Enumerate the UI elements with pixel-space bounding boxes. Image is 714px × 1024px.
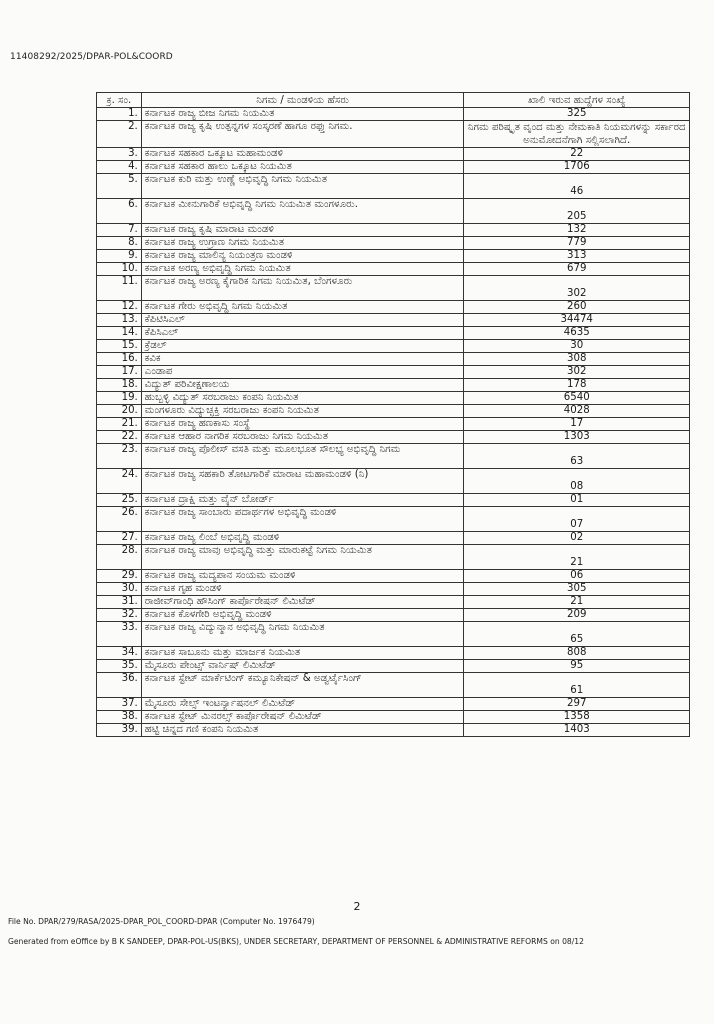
row-organization-name: ಕರ್ನಾಟಕ ರಾಜ್ಯ ಮಾಲಿನ್ಯ ನಿಯಂತ್ರಣ ಮಂಡಳಿ: [141, 250, 464, 263]
row-organization-name: ಕರ್ನಾಟಕ ರಾಜ್ಯ ಪೊಲೀಸ್ ವಸತಿ ಮತ್ತು ಮೂಲಭೂತ ಸೌಲಭ್ಯ ಅಭಿವೃದ್ಧಿ ನಿಗಮ: [141, 444, 464, 469]
row-vacancy-count: 302: [464, 276, 690, 301]
row-sl-no: 14.: [97, 327, 142, 340]
table-row: [97, 237, 690, 250]
row-organization-name: ಕರ್ನಾಟಕ ಗೃಹ ಮಂಡಳಿ: [141, 583, 464, 596]
row-sl-no: 19.: [97, 392, 142, 405]
table-row: [97, 647, 690, 660]
table-row: [97, 379, 690, 392]
row-sl-no: 6.: [97, 199, 142, 224]
row-organization-name: ಕರ್ನಾಟಕ ಸಹಕಾರ ಒಕ್ಕೂಟ ಮಹಾಮಂಡಳಿ: [141, 148, 464, 161]
row-organization-name: ಕರ್ನಾಟಕ ಸ್ಟೇಟ್ ಮಾರ್ಕೆಟಿಂಗ್ ಕಮ್ಯೂನಿಕೇಷನ್ & ಅಡ್ವರ್ಟೈಸಿಂಗ್: [141, 673, 464, 698]
row-organization-name: ಎಂಡಾಪ: [141, 366, 464, 379]
table-row: [97, 532, 690, 545]
row-sl-no: 37.: [97, 698, 142, 711]
row-organization-name: ಕರ್ನಾಟಕ ರಾಜ್ಯ ಸಹಕಾರಿ ತೋಟಗಾರಿಕೆ ಮಾರಾಟ ಮಹಾಮಂಡಳಿ (ನಿ): [141, 469, 464, 494]
row-vacancy-count: 1706: [464, 161, 690, 174]
row-sl-no: 20.: [97, 405, 142, 418]
row-organization-name: ಕರ್ನಾಟಕ ರಾಜ್ಯ ಅರಣ್ಯ ಕೈಗಾರಿಕ ನಿಗಮ ನಿಯಮಿತ, ಬೆಂಗಳೂರು: [141, 276, 464, 301]
table-row: [97, 596, 690, 609]
row-organization-name: ರಾಜೀವ್‌ಗಾಂಧಿ ಹೌಸಿಂಗ್ ಕಾರ್ಪೊರೇಷನ್ ಲಿಮಿಟೆಡ್: [141, 596, 464, 609]
header-name: ನಿಗಮ / ಮಂಡಳಿಯ ಹೆಸರು: [141, 93, 464, 108]
row-sl-no: 3.: [97, 148, 142, 161]
row-vacancy-count: 65: [464, 622, 690, 647]
row-vacancy-count: 209: [464, 609, 690, 622]
row-organization-name: ಹಟ್ಟಿ ಚಿನ್ನದ ಗಣಿ ಕಂಪನಿ ನಿಯಮಿತ: [141, 724, 464, 737]
row-sl-no: 10.: [97, 263, 142, 276]
row-sl-no: 25.: [97, 494, 142, 507]
table-row: [97, 431, 690, 444]
row-organization-name: ಹುಬ್ಬಳ್ಳಿ ವಿದ್ಯುತ್ ಸರಬರಾಜು ಕಂಪನಿ ನಿಯಮಿತ: [141, 392, 464, 405]
row-sl-no: 8.: [97, 237, 142, 250]
table-row: [97, 494, 690, 507]
table-row: [97, 199, 690, 224]
row-sl-no: 4.: [97, 161, 142, 174]
row-organization-name: ಕರ್ನಾಟಕ ರಾಜ್ಯ ಹಣಕಾಸು ಸಂಸ್ಥೆ: [141, 418, 464, 431]
row-sl-no: 23.: [97, 444, 142, 469]
row-vacancy-count: 679: [464, 263, 690, 276]
row-organization-name: ಕ್ರೆಡಲ್: [141, 340, 464, 353]
row-vacancy-count: 21: [464, 596, 690, 609]
table-row: [97, 327, 690, 340]
row-vacancy-count: 63: [464, 444, 690, 469]
row-sl-no: 34.: [97, 647, 142, 660]
row-vacancy-count: 325: [464, 108, 690, 121]
row-organization-name: ಕರ್ನಾಟಕ ಕೊಳಗೇರಿ ಅಭಿವೃದ್ಧಿ ಮಂಡಳಿ: [141, 609, 464, 622]
row-vacancy-count: 313: [464, 250, 690, 263]
table-row: [97, 174, 690, 199]
row-organization-name: ಕರ್ನಾಟಕ ರಾಜ್ಯ ಮಾವು ಅಭಿವೃದ್ಧಿ ಮತ್ತು ಮಾರುಕಟ್ಟೆ ನಿಗಮ ನಿಯಮಿತ: [141, 545, 464, 570]
row-vacancy-count: 305: [464, 583, 690, 596]
table-row: [97, 405, 690, 418]
row-vacancy-count: 95: [464, 660, 690, 673]
row-sl-no: 5.: [97, 174, 142, 199]
row-vacancy-count: 01: [464, 494, 690, 507]
row-vacancy-count: 1403: [464, 724, 690, 737]
row-sl-no: 28.: [97, 545, 142, 570]
row-organization-name: ಕರ್ನಾಟಕ ರಾಜ್ಯ ಕೃಷಿ ಮಾರಾಟ ಮಂಡಳಿ: [141, 224, 464, 237]
table-row: [97, 711, 690, 724]
row-sl-no: 32.: [97, 609, 142, 622]
row-sl-no: 29.: [97, 570, 142, 583]
row-sl-no: 38.: [97, 711, 142, 724]
row-sl-no: 7.: [97, 224, 142, 237]
row-vacancy-count: 297: [464, 698, 690, 711]
table-header-row: [97, 93, 690, 108]
row-sl-no: 24.: [97, 469, 142, 494]
row-vacancy-count: 4028: [464, 405, 690, 418]
row-organization-name: ಕರ್ನಾಟಕ ರಾಜ್ಯ ಮದ್ಯಪಾನ ಸಂಯಮ ಮಂಡಳಿ: [141, 570, 464, 583]
row-sl-no: 31.: [97, 596, 142, 609]
row-organization-name: ಕರ್ನಾಟಕ ಸಾಬೂನು ಮತ್ತು ಮಾರ್ಜಕ ನಿಯಮಿತ: [141, 647, 464, 660]
table-row: [97, 609, 690, 622]
row-organization-name: ಕರ್ನಾಟಕ ಮೀನುಗಾರಿಕೆ ಅಭಿವೃದ್ಧಿ ನಿಗಮ ನಿಯಮಿತ ಮಂಗಳೂರು.: [141, 199, 464, 224]
row-organization-name: ಕರ್ನಾಟಕ ರಾಜ್ಯ ಉಗ್ರಾಣ ನಿಗಮ ನಿಯಮಿತ: [141, 237, 464, 250]
row-organization-name: ಕೆಪಿಟಿಸಿಎಲ್: [141, 314, 464, 327]
row-sl-no: 35.: [97, 660, 142, 673]
row-organization-name: ಕರ್ನಾಟಕ ಗೇರು ಅಭಿವೃದ್ಧಿ ನಿಗಮ ನಿಯಮಿತ: [141, 301, 464, 314]
row-vacancy-count: 178: [464, 379, 690, 392]
table-row: [97, 314, 690, 327]
table-row: [97, 392, 690, 405]
row-vacancy-count: 4635: [464, 327, 690, 340]
row-sl-no: 22.: [97, 431, 142, 444]
row-vacancy-count: 132: [464, 224, 690, 237]
table-row: [97, 724, 690, 737]
row-vacancy-count: 205: [464, 199, 690, 224]
row-organization-name: ಮೈಸೂರು ಸೇಲ್ಸ್ ಇಂಟರ್ನ್ಯಾಷನಲ್ ಲಿಮಿಟೆಡ್: [141, 698, 464, 711]
row-vacancy-count: 17: [464, 418, 690, 431]
row-sl-no: 1.: [97, 108, 142, 121]
row-organization-name: ಕರ್ನಾಟಕ ಅರಣ್ಯ ಅಭಿವೃದ್ಧಿ ನಿಗಮ ನಿಯಮಿತ: [141, 263, 464, 276]
table-row: [97, 418, 690, 431]
row-vacancy-count: 6540: [464, 392, 690, 405]
table-row: [97, 161, 690, 174]
row-sl-no: 21.: [97, 418, 142, 431]
row-vacancy-count: 302: [464, 366, 690, 379]
row-sl-no: 12.: [97, 301, 142, 314]
document-reference: 11408292/2025/DPAR-POL&COORD: [10, 52, 173, 62]
table-row: [97, 366, 690, 379]
row-sl-no: 2.: [97, 121, 142, 148]
row-organization-name: ವಿದ್ಯುತ್ ಪರಿವೀಕ್ಷಣಾಲಯ: [141, 379, 464, 392]
row-vacancy-count: 34474: [464, 314, 690, 327]
row-organization-name: ಕರ್ನಾಟಕ ಸಹಕಾರ ಹಾಲು ಒಕ್ಕೂಟ ನಿಯಮಿತ: [141, 161, 464, 174]
row-vacancy-count: 06: [464, 570, 690, 583]
row-vacancy-count: 21: [464, 545, 690, 570]
row-sl-no: 27.: [97, 532, 142, 545]
row-organization-name: ಮಂಗಳೂರು ವಿದ್ಯುಚ್ಛಕ್ತಿ ಸರಬರಾಜು ಕಂಪನಿ ನಿಯಮಿತ: [141, 405, 464, 418]
row-sl-no: 17.: [97, 366, 142, 379]
table-row: [97, 148, 690, 161]
row-sl-no: 9.: [97, 250, 142, 263]
row-organization-name: ಕವಿಕ: [141, 353, 464, 366]
table-row: [97, 469, 690, 494]
row-organization-name: ಕರ್ನಾಟಕ ಆಹಾರ ನಾಗರಿಕ ಸರಬರಾಜು ನಿಗಮ ನಿಯಮಿತ: [141, 431, 464, 444]
row-sl-no: 15.: [97, 340, 142, 353]
row-sl-no: 11.: [97, 276, 142, 301]
row-organization-name: ಕರ್ನಾಟಕ ರಾಜ್ಯ ಲಿಂಬೆ ಅಭಿವೃದ್ಧಿ ಮಂಡಳಿ: [141, 532, 464, 545]
table-row: [97, 121, 690, 148]
row-organization-name: ಕೆಪಿಸಿಎಲ್: [141, 327, 464, 340]
table-row: [97, 224, 690, 237]
row-vacancy-count: ನಿಗಮ ಪರಿಷ್ಕೃತ ವೃಂದ ಮತ್ತು ನೇಮಕಾತಿ ನಿಯಮಗಳನ್ನು ಸರ್ಕಾರದ ಅನುಮೋದನೆಗಾಗಿ ಸಲ್ಲಿಸಲಾಗಿದೆ.: [464, 121, 690, 148]
table-row: [97, 340, 690, 353]
row-organization-name: ಕರ್ನಾಟಕ ರಾಜ್ಯ ಕೃಷಿ ಉತ್ಪನ್ನಗಳ ಸಂಸ್ಕರಣೆ ಹಾಗೂ ರಫ್ತು ನಿಗಮ.: [141, 121, 464, 148]
table-row: [97, 673, 690, 698]
row-vacancy-count: 1303: [464, 431, 690, 444]
row-sl-no: 18.: [97, 379, 142, 392]
table-row: [97, 622, 690, 647]
table-row: [97, 353, 690, 366]
footer-file-number: File No. DPAR/279/RASA/2025-DPAR_POL_COORD-DPAR (Computer No. 1976479): [8, 917, 315, 926]
row-sl-no: 33.: [97, 622, 142, 647]
row-organization-name: ಕರ್ನಾಟಕ ರಾಜ್ಯ ಬೀಜ ನಿಗಮ ನಿಯಮಿತ: [141, 108, 464, 121]
row-vacancy-count: 22: [464, 148, 690, 161]
table-row: [97, 583, 690, 596]
table-row: [97, 263, 690, 276]
table-row: [97, 507, 690, 532]
row-organization-name: ಕರ್ನಾಟಕ ಕುರಿ ಮತ್ತು ಉಣ್ಣೆ ಅಭಿವೃದ್ಧಿ ನಿಗಮ ನಿಯಮಿತ: [141, 174, 464, 199]
row-vacancy-count: 808: [464, 647, 690, 660]
table-row: [97, 698, 690, 711]
row-vacancy-count: 260: [464, 301, 690, 314]
row-sl-no: 36.: [97, 673, 142, 698]
row-vacancy-count: 02: [464, 532, 690, 545]
table-row: [97, 570, 690, 583]
table-row: [97, 276, 690, 301]
row-sl-no: 30.: [97, 583, 142, 596]
table-row: [97, 444, 690, 469]
vacancy-table: [96, 92, 690, 737]
header-sl-no: ಕ್ರ. ಸಂ.: [97, 93, 142, 108]
row-vacancy-count: 07: [464, 507, 690, 532]
row-vacancy-count: 1358: [464, 711, 690, 724]
table-row: [97, 250, 690, 263]
table-row: [97, 660, 690, 673]
row-vacancy-count: 61: [464, 673, 690, 698]
row-organization-name: ಕರ್ನಾಟಕ ರಾಜ್ಯ ಸಾಂಬಾರು ಪದಾರ್ಥಗಳ ಅಭಿವೃದ್ಧಿ ಮಂಡಳಿ: [141, 507, 464, 532]
page-number: 2: [353, 900, 361, 913]
table-row: [97, 108, 690, 121]
table-row: [97, 545, 690, 570]
row-vacancy-count: 46: [464, 174, 690, 199]
row-vacancy-count: 779: [464, 237, 690, 250]
header-vacancies: ಖಾಲಿ ಇರುವ ಹುದ್ದೆಗಳ ಸಂಖ್ಯೆ: [464, 93, 690, 108]
row-sl-no: 13.: [97, 314, 142, 327]
row-organization-name: ಮೈಸೂರು ಪೇಂಟ್ಸ್ ವಾರ್ನಿಷ್ ಲಿಮಿಟೆಡ್: [141, 660, 464, 673]
row-sl-no: 16.: [97, 353, 142, 366]
row-organization-name: ಕರ್ನಾಟಕ ರಾಜ್ಯ ವಿದ್ಯುನ್ಮಾನ ಅಭಿವೃದ್ಧಿ ನಿಗಮ ನಿಯಮಿತ: [141, 622, 464, 647]
row-vacancy-count: 308: [464, 353, 690, 366]
row-vacancy-count: 30: [464, 340, 690, 353]
row-organization-name: ಕರ್ನಾಟಕ ಸ್ಟೇಟ್ ಮಿನರಲ್ಸ್ ಕಾರ್ಪೊರೇಷನ್ ಲಿಮಿಟೆಡ್: [141, 711, 464, 724]
footer-generated-by: Generated from eOffice by B K SANDEEP, DPAR-POL-US(BKS), UNDER SECRETARY, DEPARTMENT OF PERSONNEL & ADMINISTRATIVE REFORMS on 08/12: [8, 937, 584, 946]
row-sl-no: 39.: [97, 724, 142, 737]
row-organization-name: ಕರ್ನಾಟಕ ದ್ರಾಕ್ಷಿ ಮತ್ತು ವೈನ್ ಬೋರ್ಡ್: [141, 494, 464, 507]
table-row: [97, 301, 690, 314]
row-sl-no: 26.: [97, 507, 142, 532]
row-vacancy-count: 08: [464, 469, 690, 494]
